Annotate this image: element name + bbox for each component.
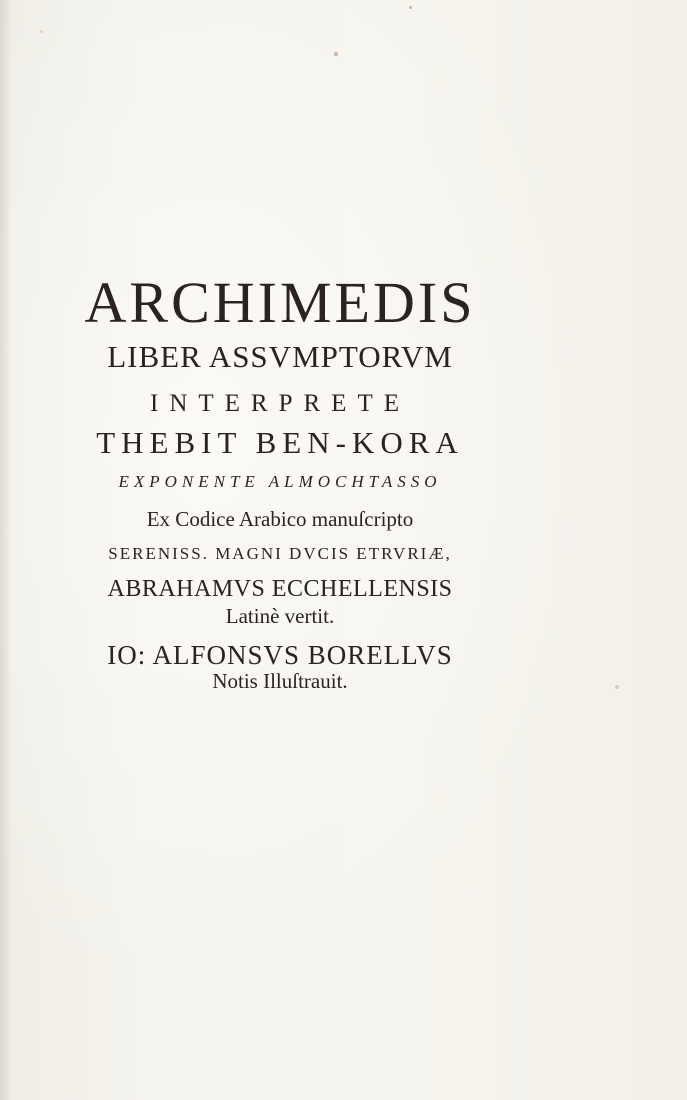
title-block [20,0,540,1100]
foxing-speck [615,685,619,689]
title-liber-assumptorum: LIBER ASSVMPTORVM [107,339,453,374]
title-archimedis: ARCHIMEDIS [84,270,476,335]
title-latine-vertit: Latinè vertit. [225,604,335,628]
page-fold-shadow [0,0,12,1100]
title-interprete: INTERPRETE [150,390,410,417]
title-borellus: IO: ALFONSVS BORELLVS [107,640,453,670]
title-ex-codice: Ex Codice Arabico manuſcripto [146,507,414,531]
title-exponente-almochtasso: EXPONENTE ALMOCHTASSO [118,472,442,491]
title-thebit-ben-kora: THEBIT BEN-KORA [96,425,464,460]
title-abrahamus: ABRAHAMVS ECCHELLENSIS [107,576,453,602]
title-notis-illustrauit: Notis Illuſtrauit. [212,669,348,693]
title-sereniss: SERENISS. MAGNI DVCIS ETRVRIÆ, [108,544,452,563]
